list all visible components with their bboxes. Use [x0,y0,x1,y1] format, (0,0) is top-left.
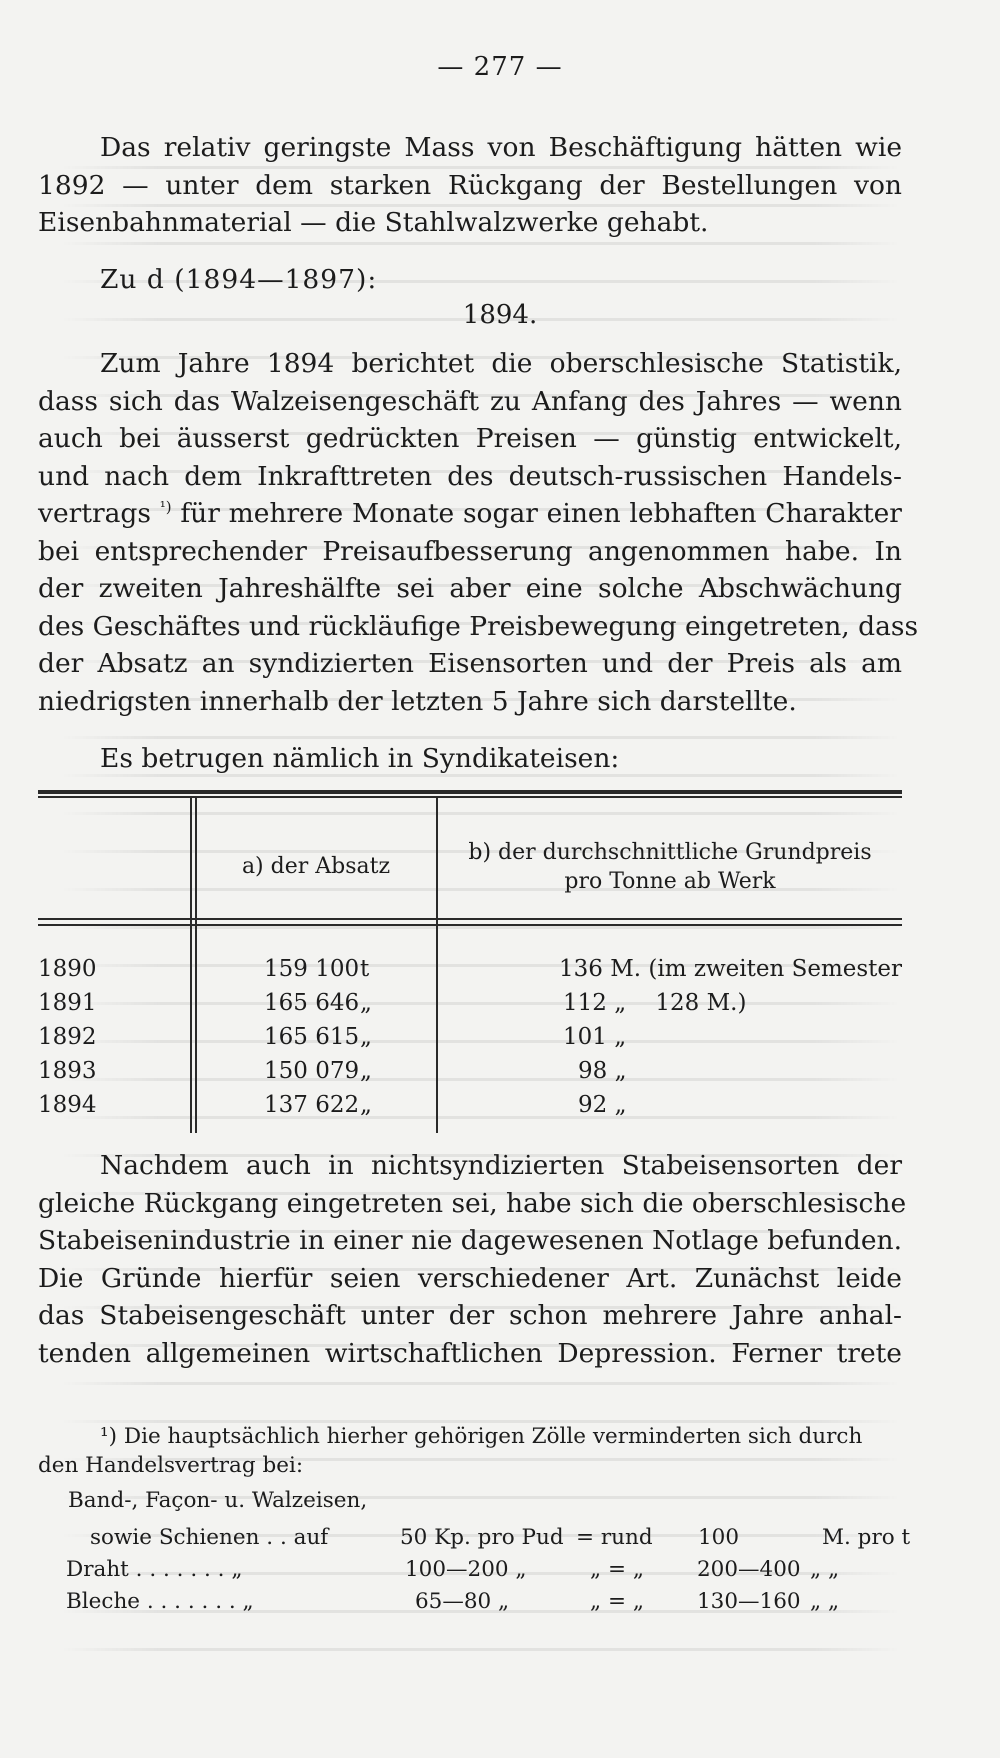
footnote-row-from: 50 Kp. pro Pud [400,1525,564,1550]
text-line [38,495,902,533]
text-line: und nach dem Inkrafttreten des deutsch-russischen Handels- [38,460,902,492]
table-cell-absatz: 137 622 [264,1092,360,1118]
footnote-row-label: Draht . . . . . . . „ [66,1557,243,1582]
text-line: niedrigsten innerhalb der letzten 5 Jahre sich darstellte. [38,685,797,717]
text-line: Die Gründe hierfür seien verschiedener Art. Zunächst leide [38,1262,902,1294]
text-line: der zweiten Jahreshälfte sei aber eine solche Abschwächung [38,573,902,604]
text-line: 1892 — unter dem starken Rückgang der Bestellungen von [38,169,902,201]
table-cell-preis: 101 „ [563,1024,627,1050]
text-line: das Stabeisengeschäft unter der schon mehrere Jahre anhal- [38,1300,902,1331]
paragraph-2 [38,345,919,720]
footnote-row-unit: „ „ [810,1589,840,1614]
syndikat-table [38,790,902,1135]
text-fragment: vertrags [38,498,152,529]
table-cell-preis: 92 „ [578,1092,627,1118]
table-header-preis [438,838,902,896]
text-line: Das relativ geringste Mass von Beschäftigung hätten wie [100,132,902,163]
table-cell-absatz: 165 646 [264,990,360,1016]
text-fragment: für mehrere Monate sogar einen lebhaften Charakter [180,498,902,529]
table-cell-year: 1894 [38,1092,97,1118]
table-cell-year: 1890 [38,956,97,982]
footnote-line: Band-, Façon- u. Walzeisen, [68,1488,368,1513]
paragraph-1 [38,129,902,242]
text-line: Nachdem auch in nichtsyndizierten Stabeisensorten der [100,1150,902,1181]
table-header-absatz: a) der Absatz [241,854,391,879]
table-cell-year: 1891 [38,990,97,1016]
text-line: dass sich das Walzeisengeschäft zu Anfang des Jahres — wenn [38,385,902,417]
footnote-row-from: 65—80 „ [415,1589,510,1614]
text-line: der Absatz an syndizierten Eisensorten und der Preis als am [38,648,902,679]
table-header-line: pro Tonne ab Werk [564,869,776,894]
page-number: — 277 — [437,52,563,82]
footnote-row-eq: „ = „ [590,1557,644,1582]
text-line: Eisenbahnmaterial — die Stahlwalzwerke gehabt. [38,207,709,238]
table-cell-unit: „ [360,1092,372,1118]
footnote-line: ¹) Die hauptsächlich hierher gehörigen Zölle verminderten sich durch [100,1424,863,1449]
table-column-rule [195,798,197,1133]
table-cell-unit: „ [360,1058,372,1084]
table-cell-absatz: 165 615 [264,1024,360,1050]
paragraph-3 [38,740,902,778]
text-line: des Geschäftes und rückläufige Preisbewegung eingetreten, dass [38,610,919,642]
table-header-line: b) der durchschnittliche Grundpreis [468,840,872,865]
footnote-row-label: sowie Schienen . . auf [90,1525,329,1550]
footnote-row-to: 100 [698,1525,740,1550]
table-header-rule [38,918,902,920]
table-cell-preis: 112 „ 128 M.) [563,990,747,1016]
footnote [38,1422,902,1515]
table-cell-absatz: 159 100 [264,956,360,982]
table-cell-year: 1893 [38,1058,97,1084]
footnote-row-to: 130—160 [697,1589,801,1614]
table-cell-unit: „ [360,1024,372,1050]
text-line: Stabeisenindustrie in einer nie dagewesenen Notlage befunden. [38,1225,902,1256]
text-line: Zum Jahre 1894 berichtet die oberschlesische Statistik, [100,348,902,379]
footnote-row-to: 200—400 [697,1557,801,1582]
table-top-rule-thin [38,796,902,798]
footnote-row-eq: „ = „ [590,1589,644,1614]
text-line: auch bei äusserst gedrückten Preisen — günstig entwickelt, [38,423,902,454]
section-heading: Zu d (1894—1897): [100,264,378,295]
table-cell-preis: 136 M. (im zweiten Semester [559,956,903,982]
footnote-row-label: Bleche . . . . . . . „ [66,1589,254,1614]
table-cell-year: 1892 [38,1024,97,1050]
table-cell-unit: „ [360,990,372,1016]
paragraph-4 [38,1147,907,1372]
text-line: tenden allgemeinen wirtschaftlichen Depression. Ferner trete [38,1337,902,1369]
footnote-marker: ¹) [159,498,172,516]
table-column-rule [190,798,192,1133]
footnote-line: den Handelsvertrag bei: [38,1453,304,1478]
text-line: Es betrugen nämlich in Syndikateisen: [100,743,620,774]
year-heading: 1894. [462,300,538,330]
table-cell-preis: 98 „ [578,1058,627,1084]
footnote-row-unit: „ „ [810,1557,840,1582]
footnote-row-from: 100—200 „ [405,1557,527,1582]
footnote-row-unit: M. pro t [822,1525,911,1550]
text-line: gleiche Rückgang eingetreten sei, habe sich die oberschlesische [38,1187,907,1219]
table-header-rule [38,924,902,926]
text-line: bei entsprechender Preisaufbesserung angenommen habe. In [38,535,902,567]
table-cell-absatz: 150 079 [264,1058,360,1084]
table-cell-unit: t [360,956,370,982]
footnote-row-eq: = rund [576,1525,653,1550]
table-top-rule [38,790,902,794]
